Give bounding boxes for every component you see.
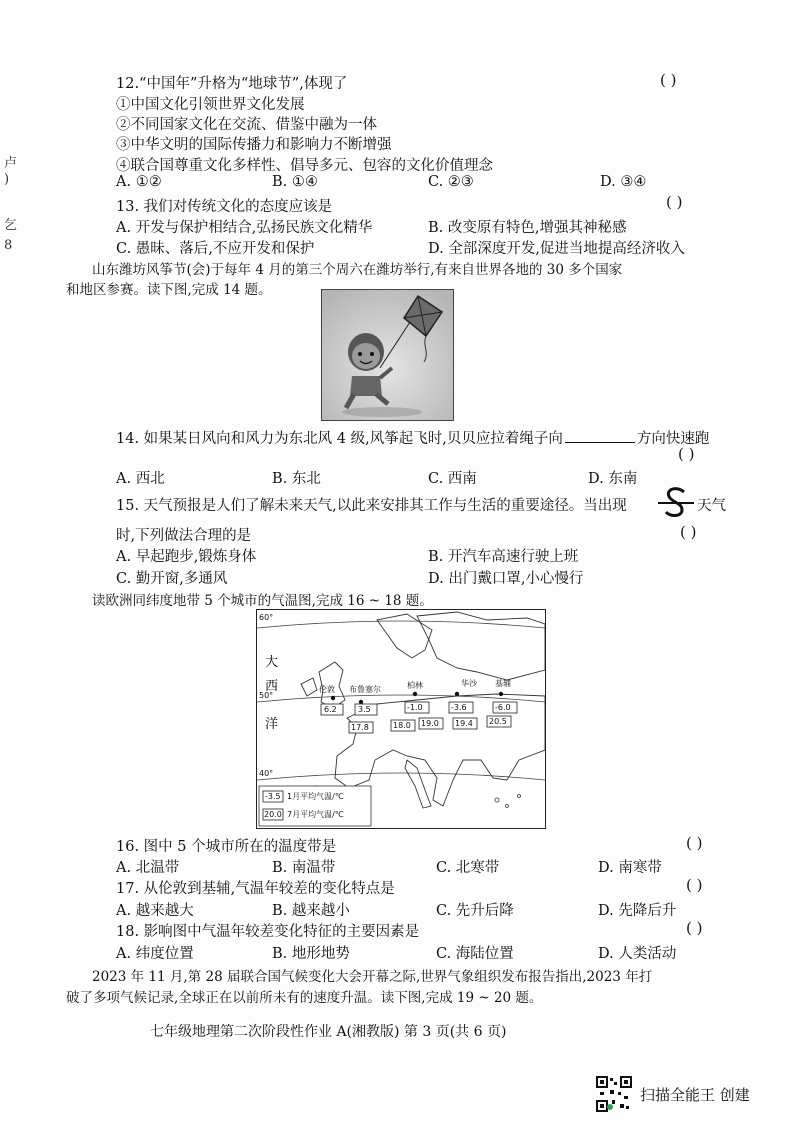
europe-temperature-map [256, 609, 546, 829]
reading-intro-line: 山东潍坊风筝节(会)于每年 4 月的第三个周六在潍坊举行,有来自世界各地的 30 多个国家 [92, 262, 623, 278]
city-label-london: 伦敦 [319, 685, 335, 694]
option-a[interactable]: A. 越来越大 [116, 903, 194, 919]
ocean-label: 西 [265, 679, 279, 694]
option-d[interactable]: D. 全部深度开发,促进当地提高经济收入 [428, 241, 685, 257]
kite-boy-illustration [321, 289, 454, 421]
margin-mark: 8 [4, 238, 13, 253]
jul-temp-london: 17.8 [351, 723, 369, 732]
reading-intro-line: 破了多项气候记录,全球正在以前所未有的速度升温。读下图,完成 19 ~ 20 题。 [66, 990, 543, 1006]
option-c[interactable]: C. 愚昧、落后,不应开发和保护 [116, 241, 315, 257]
question-12-statement-4: ④联合国尊重文化多样性、倡导多元、包容的文化价值理念 [116, 158, 493, 174]
jan-temp-kyiv: -6.0 [495, 703, 511, 712]
city-dot-brussels [359, 700, 363, 704]
city-label-kyiv: 基辅 [495, 679, 511, 688]
scanner-watermark-text: 扫描全能王 创建 [640, 1086, 750, 1104]
margin-mark: 卢 [4, 156, 18, 171]
city-dot-warsaw [455, 692, 459, 696]
question-16-stem: 16. 图中 5 个城市所在的温度带是 [116, 839, 337, 855]
city-label-berlin: 柏林 [407, 681, 423, 690]
answer-bracket[interactable]: ( ) [686, 919, 703, 937]
city-dot-berlin [413, 692, 417, 696]
city-dot-kyiv [499, 692, 503, 696]
question-14-stem-part2: 方向快速跑 [636, 431, 710, 447]
legend-jul-label: 7月平均气温/℃ [287, 810, 344, 819]
option-c[interactable]: C. ②③ [428, 174, 474, 190]
option-d[interactable]: D. 南寒带 [598, 860, 662, 876]
latitude-label-50: 50° [259, 691, 274, 700]
option-b[interactable]: B. 越来越小 [272, 903, 350, 919]
legend-jul-value: 20.0 [264, 810, 282, 819]
weather-symbol-icon [656, 486, 696, 520]
jul-temp-berlin: 19.0 [421, 719, 439, 728]
option-c[interactable]: C. 北寒带 [436, 860, 500, 876]
answer-blank[interactable] [565, 430, 635, 443]
ocean-label: 洋 [265, 717, 279, 732]
question-14-stem-part1: 14. 如果某日风向和风力为东北风 4 级,风筝起飞时,贝贝应拉着绳子向 [116, 431, 563, 447]
option-b[interactable]: B. 改变原有特色,增强其神秘感 [428, 220, 627, 236]
answer-bracket[interactable]: ( ) [680, 523, 697, 541]
option-d[interactable]: D. 人类活动 [598, 946, 677, 962]
legend-jan-value: -3.5 [265, 792, 281, 801]
question-12-statement-2: ②不同国家文化在交流、借鉴中融为一体 [116, 117, 377, 133]
question-15-stem: 15. 天气预报是人们了解未来天气,以此来安排其工作与生活的重要途径。当出现 [116, 498, 627, 514]
question-12-stem: 12.“中国年”升格为“地球节”,体现了 [116, 76, 348, 92]
city-dot-london [331, 696, 335, 700]
option-a[interactable]: A. 纬度位置 [116, 946, 194, 962]
page-footer: 七年级地理第二次阶段性作业 A(湘教版) 第 3 页(共 6 页) [150, 1024, 507, 1040]
option-d[interactable]: D. 出门戴口罩,小心慢行 [428, 571, 584, 587]
option-b[interactable]: B. 开汽车高速行驶上班 [428, 549, 579, 565]
latitude-label-60: 60° [259, 613, 274, 622]
option-c[interactable]: C. 西南 [428, 471, 477, 487]
reading-intro-line: 2023 年 11 月,第 28 届联合国气候变化大会开幕之际,世界气象组织发布报告指出,2023 年打 [92, 969, 653, 985]
question-12-statement-1: ①中国文化引领世界文化发展 [116, 97, 305, 113]
question-15-stem-end: 天气 [697, 498, 726, 514]
option-a[interactable]: A. 早起跑步,锻炼身体 [116, 549, 257, 565]
jan-temp-berlin: -1.0 [407, 703, 423, 712]
jul-temp-warsaw: 19.4 [455, 719, 473, 728]
option-a[interactable]: A. 开发与保护相结合,弘扬民族文化精华 [116, 220, 373, 236]
legend-jan-label: 1月平均气温/℃ [287, 792, 344, 801]
question-13-stem: 13. 我们对传统文化的态度应该是 [116, 199, 333, 215]
option-c[interactable]: C. 海陆位置 [436, 946, 514, 962]
question-14-stem [116, 427, 709, 448]
option-b[interactable]: B. 南温带 [272, 860, 336, 876]
ocean-label: 大 [265, 655, 279, 670]
jul-temp-brussels: 18.0 [393, 721, 411, 730]
answer-bracket[interactable]: ( ) [686, 834, 703, 852]
question-17-stem: 17. 从伦敦到基辅,气温年较差的变化特点是 [116, 881, 395, 897]
option-b[interactable]: B. 地形地势 [272, 946, 350, 962]
city-label-warsaw: 华沙 [461, 679, 477, 688]
reading-intro-line: 读欧洲同纬度地带 5 个城市的气温图,完成 16 ~ 18 题。 [92, 593, 433, 609]
latitude-label-40: 40° [259, 769, 274, 778]
option-d[interactable]: D. 先降后升 [598, 903, 677, 919]
option-b[interactable]: B. 东北 [272, 471, 321, 487]
jan-temp-london: 6.2 [324, 705, 337, 714]
option-a[interactable]: A. 北温带 [116, 860, 180, 876]
reading-intro-line: 和地区参赛。读下图,完成 14 题。 [66, 282, 272, 298]
option-b[interactable]: B. ①④ [272, 174, 318, 190]
margin-mark: ) [4, 172, 10, 187]
answer-bracket[interactable]: ( ) [660, 71, 677, 89]
answer-bracket[interactable]: ( ) [678, 445, 695, 463]
question-15-stem-cont: 时,下列做法合理的是 [116, 528, 252, 544]
margin-mark: 乞 [4, 218, 18, 233]
city-label-brussels: 布鲁塞尔 [349, 685, 381, 694]
question-12-statement-3: ③中华文明的国际传播力和影响力不断增强 [116, 137, 392, 153]
scanner-watermark [596, 1076, 786, 1112]
option-c[interactable]: C. 先升后降 [436, 903, 514, 919]
option-a[interactable]: A. ①② [116, 174, 162, 190]
answer-bracket[interactable]: ( ) [666, 193, 683, 211]
option-c[interactable]: C. 勤开窗,多通风 [116, 571, 228, 587]
option-d[interactable]: D. ③④ [600, 174, 647, 190]
jul-temp-kyiv: 20.5 [489, 717, 507, 726]
option-d[interactable]: D. 东南 [588, 471, 638, 487]
answer-bracket[interactable]: ( ) [686, 876, 703, 894]
qr-code-icon [596, 1076, 632, 1112]
jan-temp-brussels: 3.5 [358, 705, 371, 714]
option-a[interactable]: A. 西北 [116, 471, 165, 487]
jan-temp-warsaw: -3.6 [451, 703, 467, 712]
question-18-stem: 18. 影响图中气温年较差变化特征的主要因素是 [116, 924, 420, 940]
